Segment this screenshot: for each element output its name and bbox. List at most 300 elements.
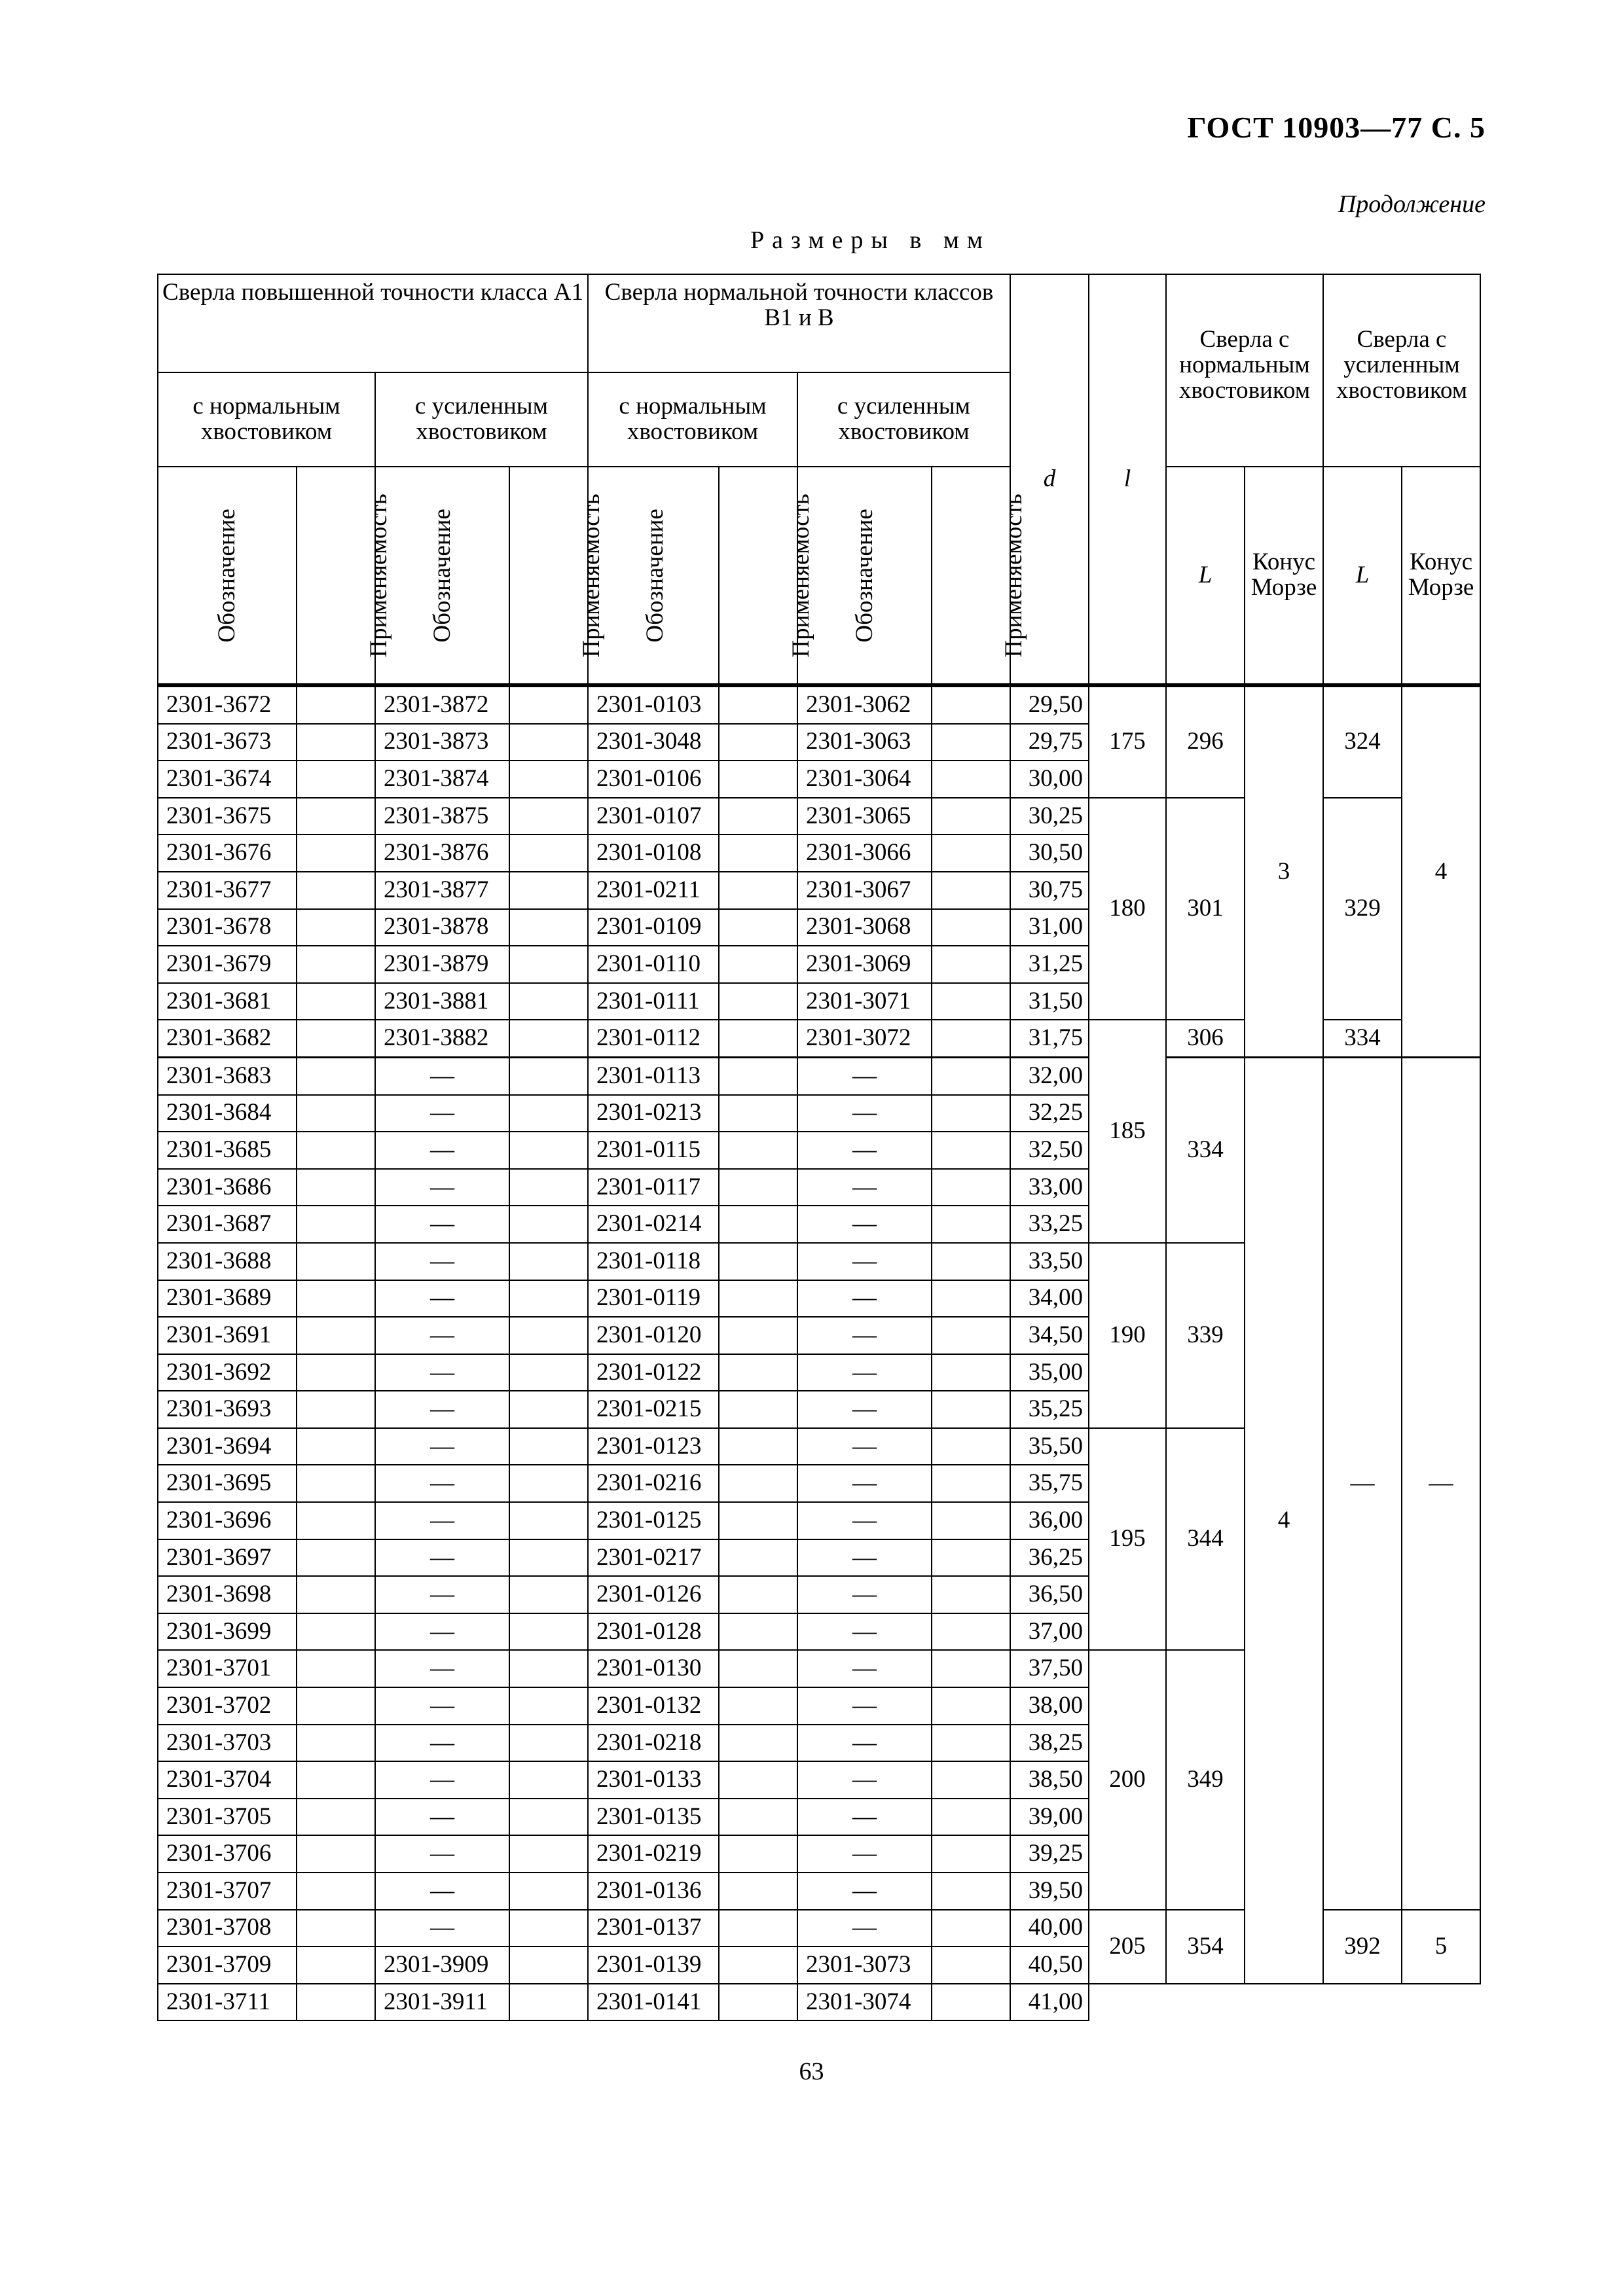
a1-normal-designation: 2301-3682 bbox=[158, 1020, 297, 1057]
b-normal-applicability bbox=[719, 1428, 797, 1465]
a1-normal-designation: 2301-3705 bbox=[158, 1799, 297, 1836]
b-normal-designation: 2301-0213 bbox=[588, 1095, 719, 1132]
continuation-label: Продолжение bbox=[1338, 190, 1486, 218]
a1-reinforced-applicability bbox=[509, 1539, 588, 1577]
a1-reinforced-designation: — bbox=[375, 1873, 509, 1910]
l-cell: 195 bbox=[1089, 1428, 1166, 1651]
b-normal-designation: 2301-0119 bbox=[588, 1280, 719, 1318]
d-cell: 30,25 bbox=[1010, 798, 1089, 835]
d-cell: 31,50 bbox=[1010, 983, 1089, 1020]
a1-reinforced-designation: — bbox=[375, 1502, 509, 1539]
b-reinforced-applicability bbox=[932, 1243, 1010, 1280]
b-reinforced-applicability bbox=[932, 872, 1010, 909]
a1-reinforced-designation: 2301-3877 bbox=[375, 872, 509, 909]
L-reinforced-cell: — bbox=[1323, 1057, 1402, 1909]
b-normal-applicability bbox=[719, 1873, 797, 1910]
b-reinforced-designation: — bbox=[797, 1761, 932, 1799]
a1-normal-applicability bbox=[297, 1206, 375, 1243]
a1-reinforced-applicability bbox=[509, 1687, 588, 1725]
a1-reinforced-applicability bbox=[509, 1243, 588, 1280]
a1-normal-designation: 2301-3701 bbox=[158, 1650, 297, 1687]
L-normal-cell: 301 bbox=[1166, 798, 1245, 1020]
morse-normal-cell: 4 bbox=[1245, 1057, 1323, 1983]
d-cell: 36,25 bbox=[1010, 1539, 1089, 1577]
b-reinforced-applicability bbox=[932, 1687, 1010, 1725]
a1-normal-applicability bbox=[297, 1169, 375, 1206]
a1-normal-applicability bbox=[297, 1428, 375, 1465]
b-normal-applicability bbox=[719, 909, 797, 946]
a1-reinforced-designation: — bbox=[375, 1428, 509, 1465]
a1-normal-designation: 2301-3708 bbox=[158, 1910, 297, 1947]
d-cell: 29,50 bbox=[1010, 685, 1089, 724]
d-cell: 33,00 bbox=[1010, 1169, 1089, 1206]
d-cell: 35,00 bbox=[1010, 1354, 1089, 1391]
b-reinforced-applicability bbox=[932, 1799, 1010, 1836]
a1-normal-applicability bbox=[297, 1910, 375, 1947]
d-cell: 29,75 bbox=[1010, 724, 1089, 761]
a1-normal-designation: 2301-3685 bbox=[158, 1132, 297, 1169]
b-normal-applicability bbox=[719, 834, 797, 872]
b-normal-applicability bbox=[719, 1280, 797, 1318]
a1-reinforced-applicability bbox=[509, 1169, 588, 1206]
b-reinforced-applicability bbox=[932, 724, 1010, 761]
a1-normal-designation: 2301-3698 bbox=[158, 1576, 297, 1613]
header-designation: Обозначение bbox=[588, 467, 719, 685]
a1-normal-designation: 2301-3702 bbox=[158, 1687, 297, 1725]
a1-normal-applicability bbox=[297, 761, 375, 798]
d-cell: 39,50 bbox=[1010, 1873, 1089, 1910]
a1-reinforced-designation: — bbox=[375, 1576, 509, 1613]
b-reinforced-designation: — bbox=[797, 1835, 932, 1873]
a1-normal-applicability bbox=[297, 1725, 375, 1762]
a1-normal-applicability bbox=[297, 1502, 375, 1539]
b-reinforced-designation: — bbox=[797, 1910, 932, 1947]
header-drills-reinforced-shank: Сверла с усиленным хвостовиком bbox=[1323, 274, 1480, 467]
L-normal-cell: 349 bbox=[1166, 1650, 1245, 1909]
b-reinforced-designation: 2301-3071 bbox=[797, 983, 932, 1020]
d-cell: 40,50 bbox=[1010, 1946, 1089, 1984]
b-normal-applicability bbox=[719, 1687, 797, 1725]
a1-reinforced-applicability bbox=[509, 1465, 588, 1502]
b-reinforced-applicability bbox=[932, 1835, 1010, 1873]
header-designation: Обозначение bbox=[797, 467, 932, 685]
a1-reinforced-applicability bbox=[509, 1280, 588, 1318]
a1-normal-designation: 2301-3706 bbox=[158, 1835, 297, 1873]
b-reinforced-applicability bbox=[932, 1280, 1010, 1318]
a1-reinforced-designation: — bbox=[375, 1243, 509, 1280]
b-normal-applicability bbox=[719, 798, 797, 835]
b-reinforced-applicability bbox=[932, 685, 1010, 724]
b-normal-designation: 2301-0123 bbox=[588, 1428, 719, 1465]
table-body bbox=[158, 685, 1480, 2020]
d-cell: 41,00 bbox=[1010, 1984, 1089, 2021]
d-cell: 33,50 bbox=[1010, 1243, 1089, 1280]
d-cell: 37,00 bbox=[1010, 1613, 1089, 1651]
a1-reinforced-designation: 2301-3876 bbox=[375, 834, 509, 872]
b-normal-designation: 2301-0122 bbox=[588, 1354, 719, 1391]
a1-normal-designation: 2301-3704 bbox=[158, 1761, 297, 1799]
b-normal-designation: 2301-0137 bbox=[588, 1910, 719, 1947]
a1-normal-applicability bbox=[297, 1317, 375, 1354]
b-reinforced-applicability bbox=[932, 1946, 1010, 1984]
a1-normal-designation: 2301-3676 bbox=[158, 834, 297, 872]
b-normal-applicability bbox=[719, 1169, 797, 1206]
a1-normal-applicability bbox=[297, 1057, 375, 1094]
b-reinforced-designation: — bbox=[797, 1057, 932, 1094]
b-reinforced-designation: — bbox=[797, 1354, 932, 1391]
b-normal-designation: 2301-0136 bbox=[588, 1873, 719, 1910]
a1-normal-applicability bbox=[297, 1576, 375, 1613]
a1-reinforced-applicability bbox=[509, 1799, 588, 1836]
b-reinforced-designation: — bbox=[797, 1169, 932, 1206]
b-reinforced-applicability bbox=[932, 1020, 1010, 1057]
a1-normal-applicability bbox=[297, 1020, 375, 1057]
b-normal-applicability bbox=[719, 1317, 797, 1354]
b-normal-designation: 2301-0132 bbox=[588, 1687, 719, 1725]
b-normal-designation: 2301-0107 bbox=[588, 798, 719, 835]
table-row bbox=[158, 1984, 1480, 2021]
a1-reinforced-designation: — bbox=[375, 1725, 509, 1762]
b-normal-applicability bbox=[719, 1761, 797, 1799]
a1-reinforced-applicability bbox=[509, 1761, 588, 1799]
a1-reinforced-designation: — bbox=[375, 1206, 509, 1243]
L-reinforced-cell: 329 bbox=[1323, 798, 1402, 1020]
d-cell: 31,00 bbox=[1010, 909, 1089, 946]
b-normal-designation: 2301-0214 bbox=[588, 1206, 719, 1243]
b-normal-designation: 2301-0126 bbox=[588, 1576, 719, 1613]
b-normal-designation: 2301-0103 bbox=[588, 685, 719, 724]
b-reinforced-designation: — bbox=[797, 1317, 932, 1354]
a1-normal-applicability bbox=[297, 1465, 375, 1502]
b-reinforced-designation: — bbox=[797, 1095, 932, 1132]
b-reinforced-designation: — bbox=[797, 1280, 932, 1318]
b-normal-applicability bbox=[719, 1354, 797, 1391]
a1-reinforced-designation: — bbox=[375, 1539, 509, 1577]
a1-reinforced-designation: — bbox=[375, 1613, 509, 1651]
b-reinforced-applicability bbox=[932, 1132, 1010, 1169]
header-l: l bbox=[1089, 274, 1166, 685]
b-reinforced-applicability bbox=[932, 1354, 1010, 1391]
morse-reinforced-cell: 4 bbox=[1402, 685, 1480, 1057]
header-b-normal-shank: с нормальным хвостовиком bbox=[588, 372, 797, 467]
b-normal-designation: 2301-0115 bbox=[588, 1132, 719, 1169]
a1-normal-applicability bbox=[297, 798, 375, 835]
b-normal-applicability bbox=[719, 1057, 797, 1094]
a1-normal-applicability bbox=[297, 1761, 375, 1799]
a1-reinforced-applicability bbox=[509, 1391, 588, 1428]
b-normal-designation: 2301-0219 bbox=[588, 1835, 719, 1873]
l-cell: 190 bbox=[1089, 1243, 1166, 1428]
a1-normal-applicability bbox=[297, 983, 375, 1020]
a1-normal-applicability bbox=[297, 946, 375, 983]
a1-reinforced-designation: — bbox=[375, 1799, 509, 1836]
b-reinforced-applicability bbox=[932, 798, 1010, 835]
page-header: ГОСТ 10903—77 С. 5 bbox=[1187, 111, 1486, 144]
b-normal-designation: 2301-0139 bbox=[588, 1946, 719, 1984]
a1-normal-designation: 2301-3686 bbox=[158, 1169, 297, 1206]
d-cell: 36,50 bbox=[1010, 1576, 1089, 1613]
d-cell: 35,75 bbox=[1010, 1465, 1089, 1502]
header-L-reinforced: L bbox=[1323, 467, 1402, 685]
a1-reinforced-designation: — bbox=[375, 1057, 509, 1094]
a1-normal-designation: 2301-3711 bbox=[158, 1984, 297, 2021]
a1-normal-applicability bbox=[297, 1946, 375, 1984]
a1-normal-designation: 2301-3709 bbox=[158, 1946, 297, 1984]
b-normal-designation: 2301-0106 bbox=[588, 761, 719, 798]
a1-reinforced-designation: 2301-3879 bbox=[375, 946, 509, 983]
a1-reinforced-applicability bbox=[509, 1946, 588, 1984]
a1-normal-designation: 2301-3691 bbox=[158, 1317, 297, 1354]
b-reinforced-designation: — bbox=[797, 1576, 932, 1613]
b-reinforced-applicability bbox=[932, 1725, 1010, 1762]
b-normal-applicability bbox=[719, 983, 797, 1020]
a1-normal-applicability bbox=[297, 1835, 375, 1873]
b-normal-designation: 2301-0112 bbox=[588, 1020, 719, 1057]
b-reinforced-designation: 2301-3063 bbox=[797, 724, 932, 761]
a1-normal-applicability bbox=[297, 1687, 375, 1725]
a1-reinforced-applicability bbox=[509, 1206, 588, 1243]
b-normal-designation: 2301-0130 bbox=[588, 1650, 719, 1687]
b-normal-designation: 2301-0118 bbox=[588, 1243, 719, 1280]
a1-reinforced-applicability bbox=[509, 1502, 588, 1539]
b-reinforced-applicability bbox=[932, 1206, 1010, 1243]
a1-reinforced-applicability bbox=[509, 1910, 588, 1947]
a1-reinforced-applicability bbox=[509, 724, 588, 761]
a1-reinforced-applicability bbox=[509, 1613, 588, 1651]
b-normal-designation: 2301-0135 bbox=[588, 1799, 719, 1836]
b-normal-applicability bbox=[719, 1391, 797, 1428]
b-normal-applicability bbox=[719, 946, 797, 983]
b-reinforced-designation: 2301-3065 bbox=[797, 798, 932, 835]
a1-reinforced-designation: — bbox=[375, 1391, 509, 1428]
b-normal-applicability bbox=[719, 1020, 797, 1057]
L-normal-cell: 339 bbox=[1166, 1243, 1245, 1428]
b-reinforced-designation: 2301-3068 bbox=[797, 909, 932, 946]
a1-normal-applicability bbox=[297, 909, 375, 946]
a1-normal-applicability bbox=[297, 1650, 375, 1687]
a1-reinforced-applicability bbox=[509, 1057, 588, 1094]
a1-reinforced-applicability bbox=[509, 983, 588, 1020]
a1-normal-designation: 2301-3699 bbox=[158, 1613, 297, 1651]
header-applicability: Применяемость bbox=[509, 467, 588, 685]
header-group-b1b: Сверла нормальной точности классов В1 и В bbox=[588, 274, 1010, 372]
a1-normal-applicability bbox=[297, 1354, 375, 1391]
l-cell: 180 bbox=[1089, 798, 1166, 1020]
b-reinforced-applicability bbox=[932, 946, 1010, 983]
a1-normal-applicability bbox=[297, 1613, 375, 1651]
L-normal-cell: 354 bbox=[1166, 1910, 1245, 1984]
b-reinforced-applicability bbox=[932, 1428, 1010, 1465]
drill-spec-table bbox=[157, 274, 1481, 2021]
header-L-normal: L bbox=[1166, 467, 1245, 685]
b-reinforced-applicability bbox=[932, 1984, 1010, 2021]
header-applicability: Применяемость bbox=[932, 467, 1010, 685]
a1-reinforced-applicability bbox=[509, 1873, 588, 1910]
a1-normal-applicability bbox=[297, 834, 375, 872]
a1-normal-designation: 2301-3693 bbox=[158, 1391, 297, 1428]
d-cell: 31,25 bbox=[1010, 946, 1089, 983]
b-normal-designation: 2301-0120 bbox=[588, 1317, 719, 1354]
a1-normal-designation: 2301-3674 bbox=[158, 761, 297, 798]
a1-reinforced-applicability bbox=[509, 1132, 588, 1169]
a1-reinforced-designation: — bbox=[375, 1132, 509, 1169]
a1-normal-designation: 2301-3687 bbox=[158, 1206, 297, 1243]
b-normal-designation: 2301-0215 bbox=[588, 1391, 719, 1428]
b-normal-designation: 2301-0125 bbox=[588, 1502, 719, 1539]
l-cell: 200 bbox=[1089, 1650, 1166, 1909]
a1-normal-designation: 2301-3681 bbox=[158, 983, 297, 1020]
b-normal-designation: 2301-0109 bbox=[588, 909, 719, 946]
a1-normal-designation: 2301-3679 bbox=[158, 946, 297, 983]
b-normal-applicability bbox=[719, 1910, 797, 1947]
header-designation: Обозначение bbox=[375, 467, 509, 685]
b-reinforced-designation: 2301-3073 bbox=[797, 1946, 932, 1984]
a1-normal-designation: 2301-3675 bbox=[158, 798, 297, 835]
b-normal-applicability bbox=[719, 1539, 797, 1577]
header-b-reinforced-shank: с усиленным хвостовиком bbox=[797, 372, 1010, 467]
a1-normal-designation: 2301-3696 bbox=[158, 1502, 297, 1539]
b-reinforced-designation: 2301-3064 bbox=[797, 761, 932, 798]
d-cell: 32,25 bbox=[1010, 1095, 1089, 1132]
a1-reinforced-designation: — bbox=[375, 1317, 509, 1354]
header-drills-normal-shank: Сверла с нормальным хвостовиком bbox=[1166, 274, 1323, 467]
b-normal-designation: 2301-0211 bbox=[588, 872, 719, 909]
a1-normal-applicability bbox=[297, 1280, 375, 1318]
L-normal-cell: 344 bbox=[1166, 1428, 1245, 1651]
b-reinforced-designation: 2301-3062 bbox=[797, 685, 932, 724]
b-normal-applicability bbox=[719, 1095, 797, 1132]
a1-reinforced-applicability bbox=[509, 1984, 588, 2021]
b-reinforced-designation: — bbox=[797, 1243, 932, 1280]
L-reinforced-cell: 324 bbox=[1323, 685, 1402, 798]
b-reinforced-designation: — bbox=[797, 1502, 932, 1539]
b-reinforced-applicability bbox=[932, 1391, 1010, 1428]
a1-reinforced-designation: 2301-3881 bbox=[375, 983, 509, 1020]
b-reinforced-designation: 2301-3074 bbox=[797, 1984, 932, 2021]
b-normal-applicability bbox=[719, 1502, 797, 1539]
a1-reinforced-applicability bbox=[509, 872, 588, 909]
a1-reinforced-designation: — bbox=[375, 1095, 509, 1132]
a1-normal-designation: 2301-3672 bbox=[158, 685, 297, 724]
d-cell: 32,50 bbox=[1010, 1132, 1089, 1169]
b-normal-designation: 2301-0217 bbox=[588, 1539, 719, 1577]
b-reinforced-applicability bbox=[932, 1095, 1010, 1132]
b-normal-designation: 2301-0128 bbox=[588, 1613, 719, 1651]
table-row bbox=[158, 685, 1480, 724]
a1-reinforced-designation: 2301-3882 bbox=[375, 1020, 509, 1057]
a1-reinforced-designation: 2301-3873 bbox=[375, 724, 509, 761]
a1-reinforced-applicability bbox=[509, 1428, 588, 1465]
d-cell: 39,25 bbox=[1010, 1835, 1089, 1873]
b-normal-designation: 2301-3048 bbox=[588, 724, 719, 761]
a1-reinforced-applicability bbox=[509, 1835, 588, 1873]
b-reinforced-designation: — bbox=[797, 1687, 932, 1725]
b-reinforced-applicability bbox=[932, 1761, 1010, 1799]
header-designation: Обозначение bbox=[158, 467, 297, 685]
b-reinforced-applicability bbox=[932, 1057, 1010, 1094]
a1-reinforced-designation: — bbox=[375, 1169, 509, 1206]
morse-reinforced-cell: — bbox=[1402, 1057, 1480, 1909]
b-reinforced-applicability bbox=[932, 1873, 1010, 1910]
a1-normal-applicability bbox=[297, 1539, 375, 1577]
b-normal-applicability bbox=[719, 761, 797, 798]
a1-normal-applicability bbox=[297, 1095, 375, 1132]
b-reinforced-applicability bbox=[932, 1502, 1010, 1539]
a1-reinforced-applicability bbox=[509, 685, 588, 724]
a1-reinforced-applicability bbox=[509, 1020, 588, 1057]
L-normal-cell: 296 bbox=[1166, 685, 1245, 798]
a1-normal-designation: 2301-3695 bbox=[158, 1465, 297, 1502]
a1-normal-applicability bbox=[297, 1132, 375, 1169]
a1-normal-designation: 2301-3688 bbox=[158, 1243, 297, 1280]
a1-normal-designation: 2301-3684 bbox=[158, 1095, 297, 1132]
header-applicability: Применяемость bbox=[719, 467, 797, 685]
a1-normal-applicability bbox=[297, 724, 375, 761]
a1-reinforced-applicability bbox=[509, 834, 588, 872]
b-reinforced-applicability bbox=[932, 983, 1010, 1020]
a1-reinforced-applicability bbox=[509, 1095, 588, 1132]
header-applicability: Применяемость bbox=[297, 467, 375, 685]
b-reinforced-applicability bbox=[932, 1910, 1010, 1947]
L-normal-cell: 334 bbox=[1166, 1057, 1245, 1242]
d-cell: 38,00 bbox=[1010, 1687, 1089, 1725]
b-normal-applicability bbox=[719, 724, 797, 761]
b-reinforced-designation: — bbox=[797, 1428, 932, 1465]
b-normal-designation: 2301-0110 bbox=[588, 946, 719, 983]
b-normal-designation: 2301-0113 bbox=[588, 1057, 719, 1094]
L-reinforced-cell: 334 bbox=[1323, 1020, 1402, 1057]
b-reinforced-designation: — bbox=[797, 1539, 932, 1577]
a1-reinforced-designation: — bbox=[375, 1280, 509, 1318]
b-reinforced-applicability bbox=[932, 834, 1010, 872]
a1-reinforced-applicability bbox=[509, 1354, 588, 1391]
b-normal-designation: 2301-0141 bbox=[588, 1984, 719, 2021]
l-cell: 205 bbox=[1089, 1910, 1166, 1984]
a1-reinforced-applicability bbox=[509, 1725, 588, 1762]
d-cell: 34,50 bbox=[1010, 1317, 1089, 1354]
header-morse-normal: Конус Морзе bbox=[1245, 467, 1323, 685]
a1-reinforced-designation: 2301-3875 bbox=[375, 798, 509, 835]
a1-reinforced-designation: — bbox=[375, 1650, 509, 1687]
a1-normal-designation: 2301-3692 bbox=[158, 1354, 297, 1391]
morse-normal-cell: 3 bbox=[1245, 685, 1323, 1057]
a1-normal-designation: 2301-3673 bbox=[158, 724, 297, 761]
b-reinforced-applicability bbox=[932, 761, 1010, 798]
a1-normal-applicability bbox=[297, 1799, 375, 1836]
a1-reinforced-applicability bbox=[509, 798, 588, 835]
morse-reinforced-cell: 5 bbox=[1402, 1910, 1480, 1984]
b-reinforced-applicability bbox=[932, 1576, 1010, 1613]
b-normal-designation: 2301-0218 bbox=[588, 1725, 719, 1762]
a1-normal-applicability bbox=[297, 1243, 375, 1280]
b-normal-applicability bbox=[719, 1613, 797, 1651]
b-reinforced-designation: — bbox=[797, 1132, 932, 1169]
b-reinforced-designation: — bbox=[797, 1650, 932, 1687]
b-normal-applicability bbox=[719, 1243, 797, 1280]
a1-reinforced-designation: 2301-3909 bbox=[375, 1946, 509, 1984]
a1-reinforced-designation: — bbox=[375, 1465, 509, 1502]
d-cell: 35,25 bbox=[1010, 1391, 1089, 1428]
b-normal-applicability bbox=[719, 1725, 797, 1762]
d-cell: 40,00 bbox=[1010, 1910, 1089, 1947]
header-group-a1: Сверла повышенной точности класса А1 bbox=[158, 274, 588, 372]
b-reinforced-applicability bbox=[932, 1650, 1010, 1687]
a1-normal-designation: 2301-3703 bbox=[158, 1725, 297, 1762]
a1-normal-applicability bbox=[297, 872, 375, 909]
b-normal-designation: 2301-0108 bbox=[588, 834, 719, 872]
b-normal-applicability bbox=[719, 685, 797, 724]
L-reinforced-cell: 392 bbox=[1323, 1910, 1402, 1984]
